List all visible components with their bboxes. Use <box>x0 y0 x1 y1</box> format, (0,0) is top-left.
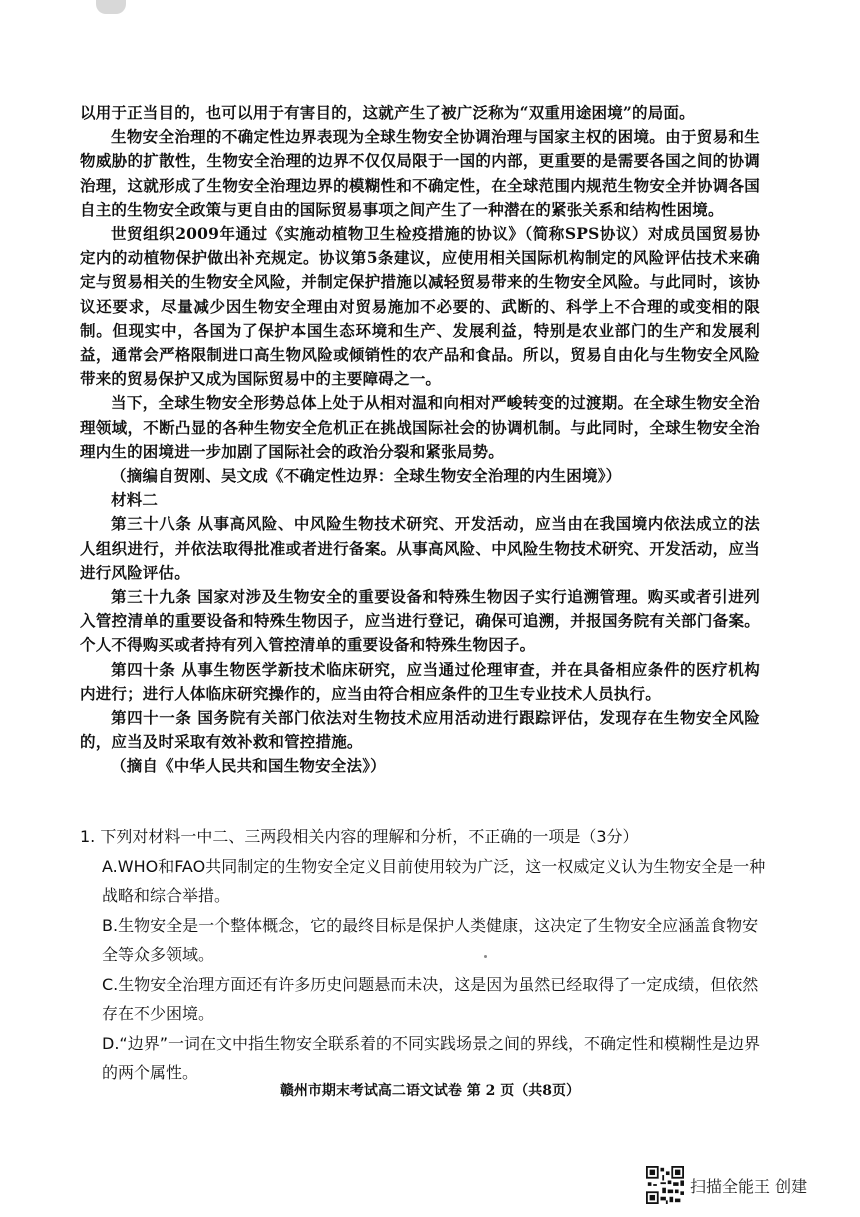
option-c: C.生物安全治理方面还有许多历史问题悬而未决，这是因为虽然已经取得了一定成绩，但依然存在不少困境。 <box>102 974 759 1023</box>
material-one-paragraph: 以用于正当目的，也可以用于有害目的，这就产生了被广泛称为“双重用途困境”的局面。 <box>80 103 695 122</box>
watermark-text: 扫描全能王 创建 <box>690 1176 808 1196</box>
qr-code-icon <box>646 1166 684 1204</box>
material-one-source: （摘编自贺刚、吴文成《不确定性边界：全球生物安全治理的内生困境》） <box>111 466 622 486</box>
question-1 <box>80 822 770 1088</box>
page-footer: 赣州市期末考试高二语文试卷 第 2 页（共8页） <box>279 1083 581 1099</box>
scanner-watermark <box>646 1166 807 1204</box>
option-b: B.生物安全是一个整体概念，它的最终目标是保护人类健康，这决定了生物安全应涵盖食物安全等众多领域。 <box>102 915 759 964</box>
material-one-paragraph: 当下，全球生物安全形势总体上处于从相对温和向相对严峻转变的过渡期。在全球生物安全治理领域，不断凸显的各种生物安全危机正在挑战国际社会的协调机制。与此同时，全球生物安全治理内生的困境进一步加剧了国际社会的政治分裂和紧张局势。 <box>80 393 760 461</box>
scan-blot <box>96 0 126 14</box>
option-a: A.WHO和FAO共同制定的生物安全定义目前使用较为广泛，这一权威定义认为生物安全是一种战略和综合举措。 <box>102 856 766 905</box>
material-two-source: （摘自《中华人民共和国生物安全法》） <box>111 756 386 776</box>
law-article: 第三十九条 国家对涉及生物安全的重要设备和特殊生物因子实行追溯管理。购买或者引进列入管控清单的重要设备和特殊生物因子，应当进行登记，确保可追溯，并报国务院有关部门备案。个人不得购买或者持有列入管控清单的重要设备和特殊生物因子。 <box>80 587 760 655</box>
question-stem: 1. 下列对材料一中二、三两段相关内容的理解和分析，不正确的一项是（3分） <box>80 827 639 846</box>
law-article: 第四十条 从事生物医学新技术临床研究，应当通过伦理审查，并在具备相应条件的医疗机构内进行；进行人体临床研究操作的，应当由符合相应条件的卫生专业技术人员执行。 <box>80 659 760 703</box>
option-d: D.“边界”一词在文中指生物安全联系着的不同实践场景之间的界线，不确定性和模糊性是边界的两个属性。 <box>102 1033 760 1082</box>
law-article: 第四十一条 国务院有关部门依法对生物技术应用活动进行跟踪评估，发现存在生物安全风险的，应当及时采取有效补救和管控措施。 <box>80 708 760 752</box>
material-one-paragraph: 世贸组织2009年通过《实施动植物卫生检疫措施的协议》（简称SPS协议）对成员国贸易协定内的动植物保护做出补充规定。协议第5条建议，应使用相关国际机构制定的风险评估技术来确定与贸易相关的生物安全风险，并制定保护措施以减轻贸易带来的生物安全风险。与此同时，该协议还要求，尽量减少因生物安全理由对贸易施加不必要的、武断的、科学上不合理的或变相的限制。但现实中，各国为了保护本国生态环境和生产、发展利益，特别是农业部门的生产和发展利益，通常会严格限制进口高生物风险或倾销性的农产品和食品。所以，贸易自由化与生物安全风险带来的贸易保护又成为国际贸易中的主要障碍之一。 <box>80 224 760 389</box>
law-article: 第三十八条 从事高风险、中风险生物技术研究、开发活动，应当由在我国境内依法成立的法人组织进行，并依法取得批准或者进行备案。从事高风险、中风险生物技术研究、开发活动，应当进行风险评估。 <box>80 514 760 582</box>
material-one-paragraph: 生物安全治理的不确定性边界表现为全球生物安全协调治理与国家主权的困境。由于贸易和生物威胁的扩散性，生物安全治理的边界不仅仅局限于一国的内部，更重要的是需要各国之间的协调治理，这就形成了生物安全治理边界的模糊性和不确定性，在全球范围内规范生物安全并协调各国自主的生物安全政策与更自由的国际贸易事项之间产生了一种潜在的紧张关系和结构性困境。 <box>80 127 760 219</box>
material-two-heading: 材料二 <box>111 490 159 510</box>
material-one <box>80 101 760 779</box>
scan-speck <box>484 955 487 958</box>
